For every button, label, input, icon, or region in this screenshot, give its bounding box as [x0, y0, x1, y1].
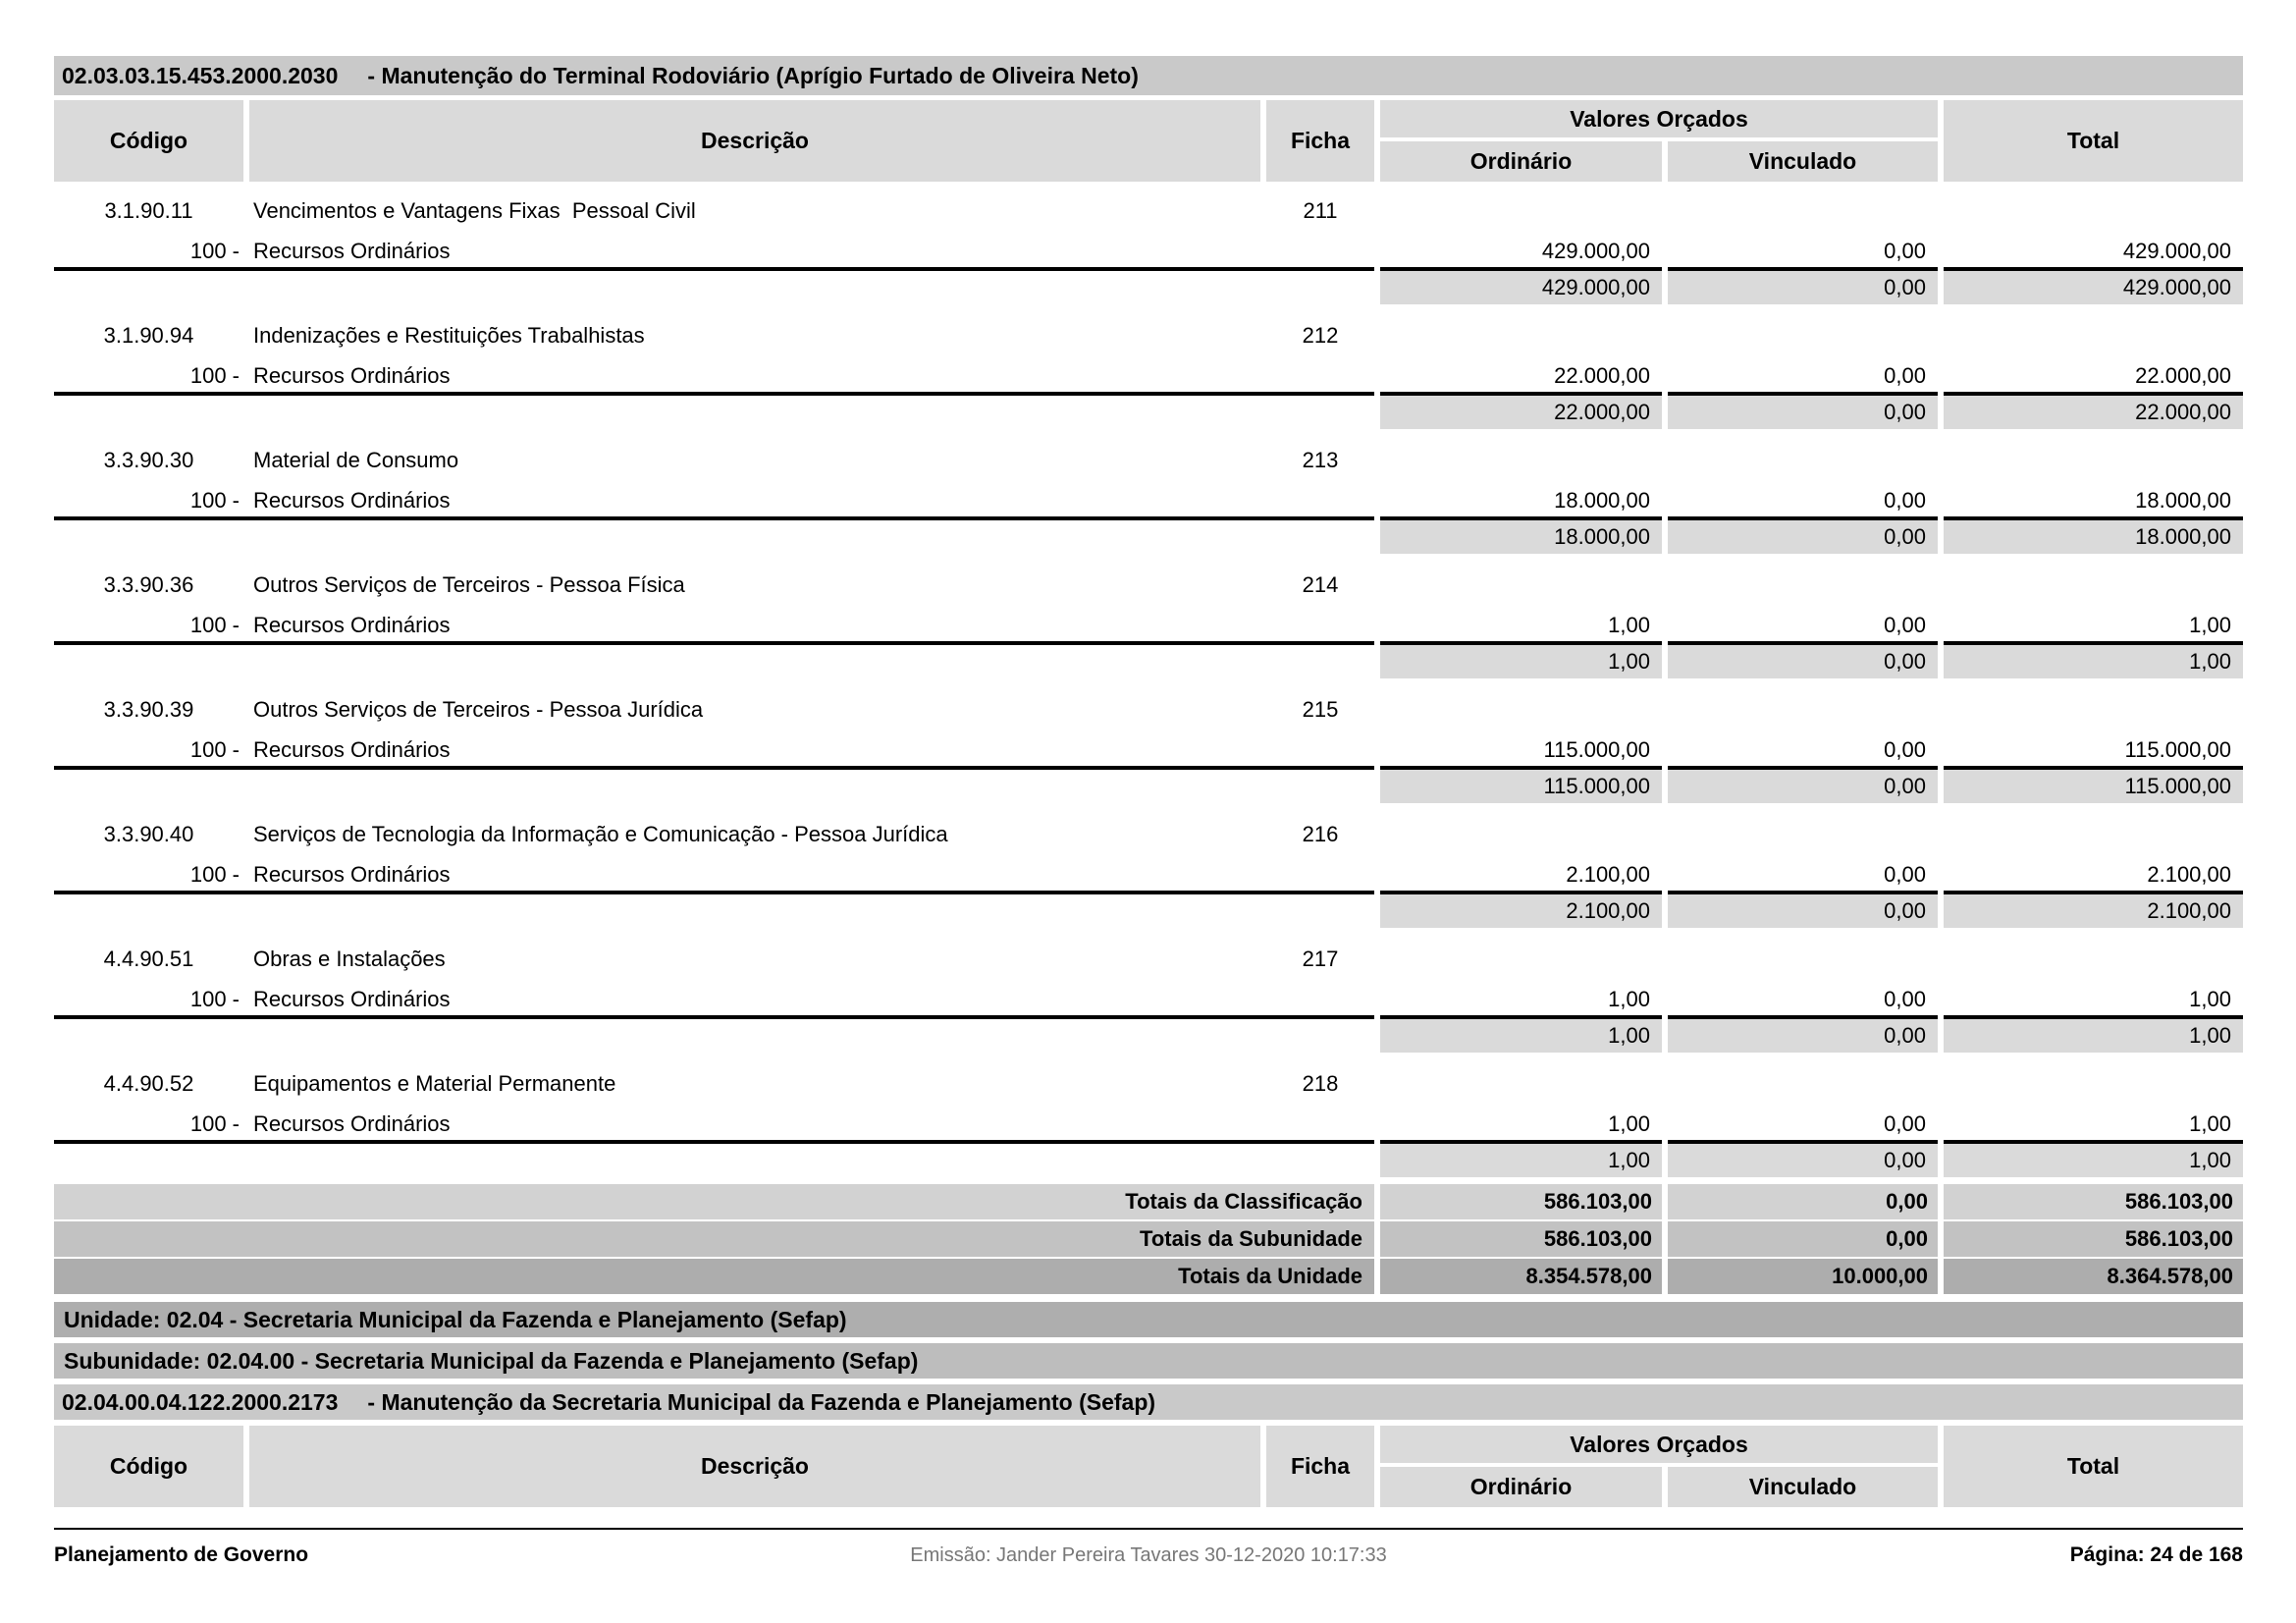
subtotal-total: 429.000,00 — [1944, 267, 2243, 304]
totals-label: Totais da Subunidade — [54, 1221, 1374, 1257]
subtotal-ordinario: 1,00 — [1380, 641, 1662, 678]
vinculado-value: 0,00 — [1884, 239, 1926, 263]
ordinario-value: 429.000,00 — [1541, 239, 1650, 263]
unit-bar: Unidade: 02.04 - Secretaria Municipal da Fazenda e Planejamento (Sefap) — [54, 1302, 2243, 1337]
totals-vinculado: 0,00 — [1668, 1221, 1938, 1257]
resource-row — [54, 485, 2243, 516]
resource-row — [54, 984, 2243, 1015]
description-cell: Outros Serviços de Terceiros - Pessoa Jurídica — [253, 697, 704, 722]
subtotal-total: 1,00 — [1944, 1015, 2243, 1053]
total-value: 1,00 — [2189, 987, 2231, 1011]
footer — [54, 1540, 2243, 1569]
subtotal-total: 2.100,00 — [1944, 891, 2243, 928]
resource-code: 100 - — [189, 363, 240, 388]
totals-row — [54, 1259, 2243, 1294]
resource-code: 100 - — [189, 737, 240, 762]
vinculado-value: 0,00 — [1884, 737, 1926, 762]
subtotal-ordinario: 115.000,00 — [1380, 766, 1662, 803]
column-codigo: Código — [54, 100, 243, 182]
classification-block — [54, 187, 2243, 304]
vinculado-value: 0,00 — [1884, 488, 1926, 513]
code-cell: 3.3.90.39 — [103, 697, 194, 722]
description-cell: Equipamentos e Material Permanente — [253, 1071, 616, 1096]
total-value: 18.000,00 — [2135, 488, 2231, 513]
column-vinculado: Vinculado — [1668, 141, 1938, 182]
ficha-cell: 215 — [1302, 697, 1339, 722]
subtotal-ordinario: 22.000,00 — [1380, 392, 1662, 429]
resource-code: 100 - — [189, 239, 240, 263]
activity-title-2: - Manutenção da Secretaria Municipal da Fazenda e Planejamento (Sefap) — [367, 1388, 1156, 1415]
total-value: 22.000,00 — [2135, 363, 2231, 388]
subunit-bar: Subunidade: 02.04.00 - Secretaria Municipal da Fazenda e Planejamento (Sefap) — [54, 1343, 2243, 1379]
ordinario-value: 22.000,00 — [1554, 363, 1650, 388]
subtotal-ordinario: 1,00 — [1380, 1015, 1662, 1053]
classification-code-row — [54, 1059, 2243, 1109]
total-value: 115.000,00 — [2124, 737, 2231, 762]
total-value: 1,00 — [2189, 1111, 2231, 1136]
classification-block — [54, 311, 2243, 429]
ficha-cell: 214 — [1302, 572, 1339, 597]
subtotal-total: 115.000,00 — [1944, 766, 2243, 803]
classification-rows — [54, 187, 2243, 1177]
resource-name: Recursos Ordinários — [253, 862, 451, 887]
resource-row — [54, 1109, 2243, 1140]
totals-total: 586.103,00 — [1944, 1221, 2243, 1257]
classification-code-row — [54, 561, 2243, 610]
totals-vinculado: 0,00 — [1668, 1184, 1938, 1219]
resource-name: Recursos Ordinários — [253, 737, 451, 762]
ordinario-value: 115.000,00 — [1543, 737, 1650, 762]
resource-code: 100 - — [189, 613, 240, 637]
classification-code-row — [54, 311, 2243, 360]
description-cell: Indenizações e Restituições Trabalhistas — [253, 323, 645, 348]
classification-block — [54, 1059, 2243, 1177]
subtotal-ordinario: 18.000,00 — [1380, 516, 1662, 554]
resource-row — [54, 859, 2243, 891]
vinculado-value: 0,00 — [1884, 613, 1926, 637]
subtotal-total: 1,00 — [1944, 641, 2243, 678]
total-value: 1,00 — [2189, 613, 2231, 637]
ordinario-value: 2.100,00 — [1566, 862, 1650, 887]
subtotal-ordinario: 429.000,00 — [1380, 267, 1662, 304]
total-value: 2.100,00 — [2147, 862, 2231, 887]
resource-name: Recursos Ordinários — [253, 987, 451, 1011]
subtotal-row — [54, 1015, 2243, 1053]
footer-emission-info: Emissão: Jander Pereira Tavares 30-12-2020 10:17:33 — [910, 1544, 1387, 1566]
section-header-bar-1 — [54, 56, 2243, 95]
classification-code-row — [54, 685, 2243, 734]
resource-row — [54, 734, 2243, 766]
classification-block — [54, 810, 2243, 928]
subtotal-row — [54, 392, 2243, 429]
column-group-valores — [1380, 1426, 1938, 1507]
ficha-cell: 211 — [1303, 198, 1338, 223]
resource-code: 100 - — [189, 1111, 240, 1136]
totals-ordinario: 8.354.578,00 — [1380, 1259, 1662, 1294]
totals-row — [54, 1221, 2243, 1257]
activity-code-2: 02.04.00.04.122.2000.2173 — [62, 1388, 339, 1415]
subtotal-row — [54, 1140, 2243, 1177]
code-cell: 3.1.90.11 — [104, 198, 193, 223]
resource-row — [54, 610, 2243, 641]
ficha-cell: 218 — [1302, 1071, 1339, 1096]
column-descricao: Descrição — [249, 1426, 1260, 1507]
column-codigo: Código — [54, 1426, 243, 1507]
column-descricao: Descrição — [249, 100, 1260, 182]
vinculado-value: 0,00 — [1884, 363, 1926, 388]
table-header-2 — [54, 1426, 2243, 1507]
footer-report-title: Planejamento de Governo — [54, 1543, 309, 1566]
column-ordinario: Ordinário — [1380, 1467, 1662, 1507]
column-valores-split — [1380, 141, 1938, 182]
resource-code: 100 - — [189, 488, 240, 513]
section-header-bar-2 — [54, 1384, 2243, 1420]
ficha-cell: 213 — [1302, 448, 1339, 472]
description-cell: Material de Consumo — [253, 448, 459, 472]
subtotal-total: 18.000,00 — [1944, 516, 2243, 554]
code-cell: 4.4.90.51 — [103, 947, 194, 971]
classification-block — [54, 685, 2243, 803]
resource-row — [54, 360, 2243, 392]
column-valores-orcados: Valores Orçados — [1380, 1426, 1938, 1463]
subtotal-vinculado: 0,00 — [1668, 516, 1938, 554]
totals-label: Totais da Unidade — [54, 1259, 1374, 1294]
subtotal-total: 1,00 — [1944, 1140, 2243, 1177]
footer-page-number: Página: 24 de 168 — [2069, 1543, 2243, 1566]
table-header-1 — [54, 100, 2243, 182]
ordinario-value: 1,00 — [1608, 1111, 1650, 1136]
subtotal-row — [54, 516, 2243, 554]
ficha-cell: 216 — [1302, 822, 1339, 846]
subtotal-vinculado: 0,00 — [1668, 1015, 1938, 1053]
totals-vinculado: 10.000,00 — [1668, 1259, 1938, 1294]
subtotal-vinculado: 0,00 — [1668, 641, 1938, 678]
column-ordinario: Ordinário — [1380, 141, 1662, 182]
column-total: Total — [1944, 100, 2243, 182]
totals-ordinario: 586.103,00 — [1380, 1221, 1662, 1257]
classification-code-row — [54, 187, 2243, 236]
subtotal-vinculado: 0,00 — [1668, 392, 1938, 429]
code-cell: 3.3.90.40 — [103, 822, 194, 846]
resource-name: Recursos Ordinários — [253, 239, 451, 263]
code-cell: 3.3.90.36 — [103, 572, 194, 597]
subtotal-row — [54, 267, 2243, 304]
resource-name: Recursos Ordinários — [253, 363, 451, 388]
totals-total: 8.364.578,00 — [1944, 1259, 2243, 1294]
total-value: 429.000,00 — [2122, 239, 2231, 263]
column-valores-split — [1380, 1467, 1938, 1507]
totals-label: Totais da Classificação — [54, 1184, 1374, 1219]
classification-code-row — [54, 935, 2243, 984]
subtotal-total: 22.000,00 — [1944, 392, 2243, 429]
classification-code-row — [54, 436, 2243, 485]
subtotal-ordinario: 1,00 — [1380, 1140, 1662, 1177]
subtotal-vinculado: 0,00 — [1668, 891, 1938, 928]
resource-row — [54, 236, 2243, 267]
footer-divider — [54, 1528, 2243, 1530]
column-group-valores — [1380, 100, 1938, 182]
vinculado-value: 0,00 — [1884, 987, 1926, 1011]
resource-code: 100 - — [189, 862, 240, 887]
subtotal-row — [54, 766, 2243, 803]
code-cell: 3.3.90.30 — [103, 448, 194, 472]
resource-name: Recursos Ordinários — [253, 488, 451, 513]
description-cell: Serviços de Tecnologia da Informação e Comunicação - Pessoa Jurídica — [253, 822, 948, 846]
subtotal-ordinario: 2.100,00 — [1380, 891, 1662, 928]
vinculado-value: 0,00 — [1884, 1111, 1926, 1136]
ordinario-value: 1,00 — [1608, 987, 1650, 1011]
description-cell: Vencimentos e Vantagens Fixas Pessoal Civil — [253, 198, 696, 223]
classification-code-row — [54, 810, 2243, 859]
totals-total: 586.103,00 — [1944, 1184, 2243, 1219]
totals-section — [54, 1184, 2243, 1294]
resource-name: Recursos Ordinários — [253, 1111, 451, 1136]
classification-block — [54, 436, 2243, 554]
ficha-cell: 217 — [1302, 947, 1339, 971]
report-content — [54, 56, 2243, 1512]
column-ficha: Ficha — [1266, 100, 1374, 182]
subtotal-vinculado: 0,00 — [1668, 267, 1938, 304]
subtotal-row — [54, 641, 2243, 678]
subtotal-vinculado: 0,00 — [1668, 1140, 1938, 1177]
vinculado-value: 0,00 — [1884, 862, 1926, 887]
column-valores-orcados: Valores Orçados — [1380, 100, 1938, 137]
ficha-cell: 212 — [1302, 323, 1339, 348]
column-ficha: Ficha — [1266, 1426, 1374, 1507]
resource-code: 100 - — [189, 987, 240, 1011]
description-cell: Outros Serviços de Terceiros - Pessoa Física — [253, 572, 685, 597]
column-vinculado: Vinculado — [1668, 1467, 1938, 1507]
activity-title: - Manutenção do Terminal Rodoviário (Aprígio Furtado de Oliveira Neto) — [367, 62, 1139, 88]
totals-row — [54, 1184, 2243, 1219]
activity-code: 02.03.03.15.453.2000.2030 — [62, 62, 339, 88]
description-cell: Obras e Instalações — [253, 947, 446, 971]
ordinario-value: 18.000,00 — [1554, 488, 1650, 513]
classification-block — [54, 561, 2243, 678]
subtotal-row — [54, 891, 2243, 928]
ordinario-value: 1,00 — [1608, 613, 1650, 637]
code-cell: 4.4.90.52 — [103, 1071, 194, 1096]
classification-block — [54, 935, 2243, 1053]
subtotal-vinculado: 0,00 — [1668, 766, 1938, 803]
column-total: Total — [1944, 1426, 2243, 1507]
code-cell: 3.1.90.94 — [103, 323, 194, 348]
resource-name: Recursos Ordinários — [253, 613, 451, 637]
totals-ordinario: 586.103,00 — [1380, 1184, 1662, 1219]
